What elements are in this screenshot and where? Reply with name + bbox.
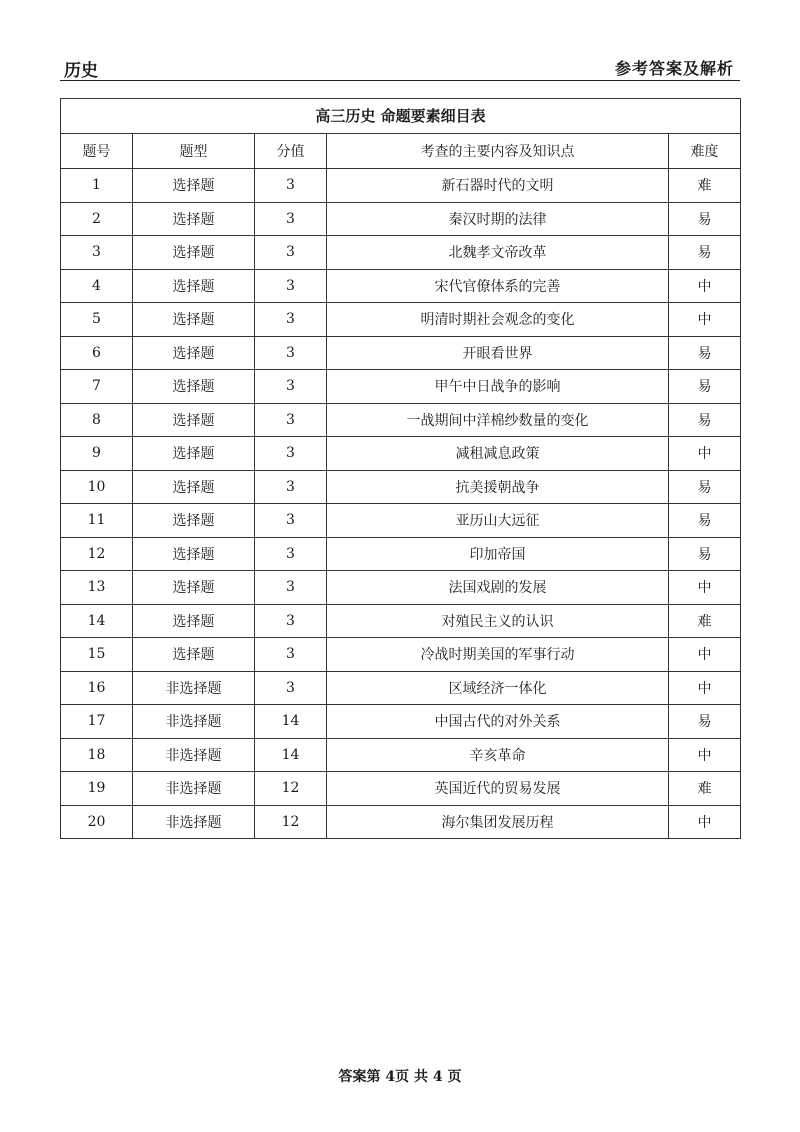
cell-number: 4 [61,269,133,303]
cell-score: 3 [255,303,327,337]
cell-number: 19 [61,772,133,806]
cell-content: 英国近代的贸易发展 [327,772,669,806]
table-row [61,303,741,337]
cell-number: 1 [61,169,133,203]
cell-difficulty: 易 [669,336,741,370]
specification-table [60,98,741,839]
cell-type: 选择题 [133,638,255,672]
table-row [61,772,741,806]
table-row [61,705,741,739]
table-row [61,437,741,471]
cell-number: 17 [61,705,133,739]
cell-score: 3 [255,604,327,638]
cell-content: 甲午中日战争的影响 [327,370,669,404]
cell-score: 3 [255,370,327,404]
cell-difficulty: 难 [669,604,741,638]
cell-content: 法国戏剧的发展 [327,571,669,605]
cell-difficulty: 易 [669,705,741,739]
cell-number: 5 [61,303,133,337]
cell-type: 非选择题 [133,738,255,772]
cell-type: 选择题 [133,202,255,236]
cell-score: 3 [255,269,327,303]
cell-content: 中国古代的对外关系 [327,705,669,739]
cell-content: 辛亥革命 [327,738,669,772]
table-title: 高三历史 命题要素细目表 [60,98,741,133]
column-header-type: 题型 [133,134,255,169]
table-body [61,169,741,839]
cell-number: 7 [61,370,133,404]
cell-difficulty: 易 [669,236,741,270]
cell-content: 对殖民主义的认识 [327,604,669,638]
cell-score: 3 [255,202,327,236]
cell-score: 12 [255,772,327,806]
cell-content: 新石器时代的文明 [327,169,669,203]
cell-score: 12 [255,805,327,839]
cell-type: 选择题 [133,504,255,538]
cell-type: 非选择题 [133,772,255,806]
cell-difficulty: 易 [669,403,741,437]
cell-content: 亚历山大远征 [327,504,669,538]
cell-type: 非选择题 [133,671,255,705]
cell-difficulty: 中 [669,437,741,471]
cell-content: 冷战时期美国的军事行动 [327,638,669,672]
cell-type: 选择题 [133,269,255,303]
cell-type: 选择题 [133,537,255,571]
table-header-row [61,134,741,169]
cell-number: 18 [61,738,133,772]
cell-difficulty: 中 [669,571,741,605]
cell-difficulty: 难 [669,772,741,806]
cell-difficulty: 易 [669,202,741,236]
cell-content: 区域经济一体化 [327,671,669,705]
cell-number: 16 [61,671,133,705]
cell-type: 非选择题 [133,705,255,739]
cell-difficulty: 中 [669,805,741,839]
cell-score: 14 [255,738,327,772]
table-row [61,370,741,404]
cell-content: 一战期间中洋棉纱数量的变化 [327,403,669,437]
cell-score: 3 [255,638,327,672]
table-row [61,504,741,538]
table-row [61,537,741,571]
column-header-score: 分值 [255,134,327,169]
cell-type: 选择题 [133,336,255,370]
page-footer: 答案第 4页 共 4 页 [338,1069,462,1085]
table-row [61,638,741,672]
table-row [61,236,741,270]
table-row [61,202,741,236]
cell-content: 秦汉时期的法律 [327,202,669,236]
page-header [60,56,740,81]
table-row [61,169,741,203]
cell-score: 3 [255,671,327,705]
cell-difficulty: 中 [669,671,741,705]
column-header-number: 题号 [61,134,133,169]
subject-label: 历史 [64,61,98,81]
cell-difficulty: 中 [669,638,741,672]
section-label: 参考答案及解析 [614,59,734,78]
cell-number: 3 [61,236,133,270]
cell-type: 选择题 [133,236,255,270]
cell-number: 11 [61,504,133,538]
cell-type: 选择题 [133,604,255,638]
cell-type: 选择题 [133,437,255,471]
cell-number: 9 [61,437,133,471]
cell-number: 14 [61,604,133,638]
table-row [61,403,741,437]
cell-score: 3 [255,504,327,538]
cell-number: 2 [61,202,133,236]
cell-type: 选择题 [133,169,255,203]
cell-content: 抗美援朝战争 [327,470,669,504]
column-header-difficulty: 难度 [669,134,741,169]
table-row [61,571,741,605]
cell-score: 3 [255,470,327,504]
cell-type: 选择题 [133,303,255,337]
cell-content: 宋代官僚体系的完善 [327,269,669,303]
cell-score: 3 [255,236,327,270]
cell-type: 选择题 [133,571,255,605]
cell-number: 15 [61,638,133,672]
cell-score: 3 [255,336,327,370]
cell-difficulty: 易 [669,504,741,538]
cell-type: 选择题 [133,370,255,404]
cell-content: 开眼看世界 [327,336,669,370]
cell-content: 海尔集团发展历程 [327,805,669,839]
table-row [61,269,741,303]
cell-content: 印加帝国 [327,537,669,571]
cell-difficulty: 易 [669,370,741,404]
cell-difficulty: 难 [669,169,741,203]
cell-type: 选择题 [133,470,255,504]
cell-score: 14 [255,705,327,739]
table-row [61,336,741,370]
cell-score: 3 [255,403,327,437]
cell-difficulty: 易 [669,537,741,571]
cell-difficulty: 中 [669,303,741,337]
cell-difficulty: 中 [669,738,741,772]
cell-score: 3 [255,571,327,605]
cell-score: 3 [255,169,327,203]
cell-score: 3 [255,437,327,471]
table-row [61,671,741,705]
cell-score: 3 [255,537,327,571]
cell-number: 12 [61,537,133,571]
cell-difficulty: 易 [669,470,741,504]
cell-content: 减租减息政策 [327,437,669,471]
cell-number: 20 [61,805,133,839]
cell-number: 6 [61,336,133,370]
cell-type: 选择题 [133,403,255,437]
table-row [61,805,741,839]
cell-number: 10 [61,470,133,504]
cell-content: 明清时期社会观念的变化 [327,303,669,337]
cell-type: 非选择题 [133,805,255,839]
table-row [61,604,741,638]
column-header-content: 考查的主要内容及知识点 [327,134,669,169]
cell-content: 北魏孝文帝改革 [327,236,669,270]
table-row [61,470,741,504]
table-row [61,738,741,772]
cell-number: 13 [61,571,133,605]
cell-difficulty: 中 [669,269,741,303]
cell-number: 8 [61,403,133,437]
